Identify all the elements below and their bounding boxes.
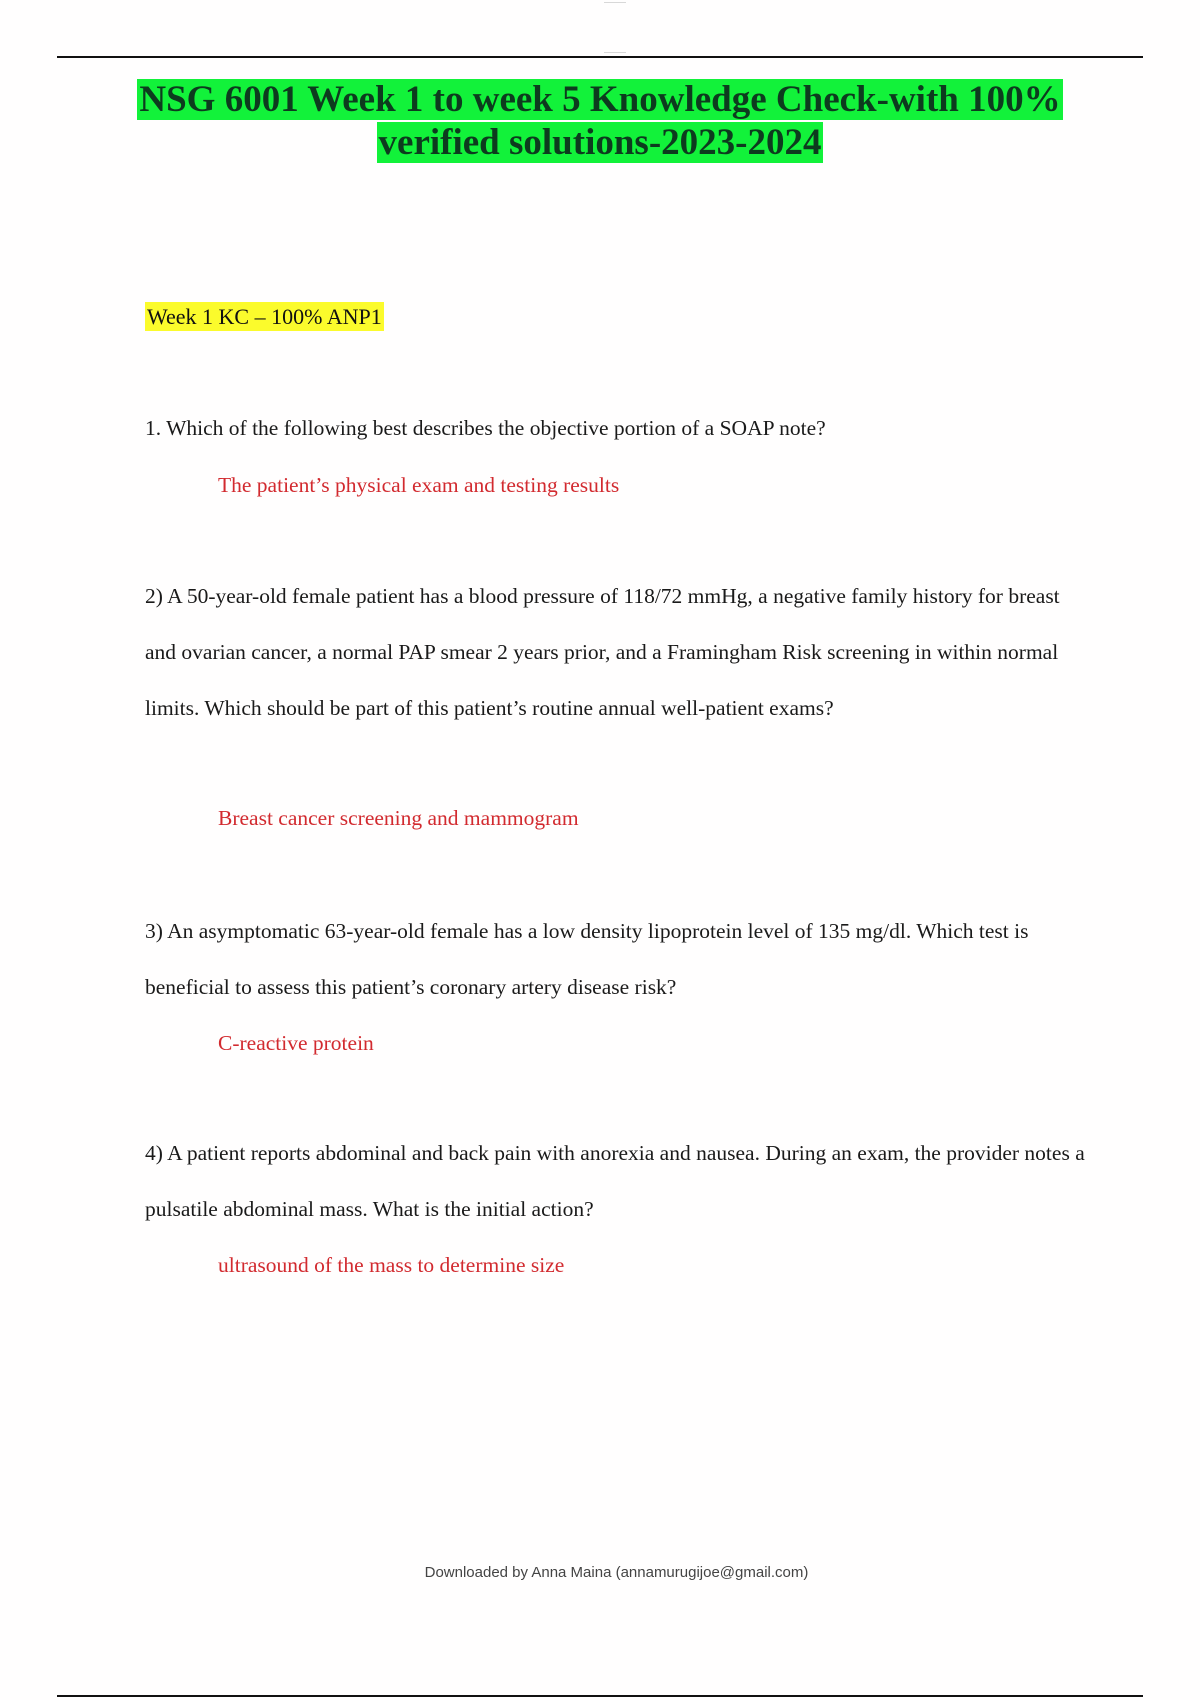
bottom-rule <box>57 1695 1143 1697</box>
question-4: 4) A patient reports abdominal and back pain with anorexia and nausea. During an exam, the provider notes a pulsatile abdominal mass. What is the initial action? <box>145 1141 1085 1221</box>
question-3: 3) An asymptomatic 63-year-old female has a low density lipoprotein level of 135 mg/dl. Which test is beneficial to assess this patient’s coronary artery disease risk? <box>145 919 1029 999</box>
question-2: 2) A 50-year-old female patient has a blood pressure of 118/72 mmHg, a negative family history for breast and ovarian cancer, a normal PAP smear 2 years prior, and a Framingham Risk screening in within normal limits. Which should be part of this patient’s routine annual well-patient exams? <box>145 584 1060 720</box>
answer-3: C-reactive protein <box>218 1031 374 1055</box>
download-footer: Downloaded by Anna Maina (annamurugijoe@gmail.com) <box>424 1564 809 1581</box>
title-line-1: NSG 6001 Week 1 to week 5 Knowledge Check-with 100% <box>139 79 1061 120</box>
answer-1: The patient’s physical exam and testing results <box>218 473 620 497</box>
document-title <box>60 78 1140 164</box>
top-rule <box>57 56 1143 58</box>
section-label-text: Week 1 KC – 100% ANP1 <box>147 304 382 329</box>
section-label <box>145 302 384 332</box>
answer-2: Breast cancer screening and mammogram <box>218 806 579 830</box>
header-mark <box>604 52 626 53</box>
header-mark <box>604 2 626 3</box>
question-1: 1. Which of the following best describes the objective portion of a SOAP note? <box>145 416 826 440</box>
title-line-2: verified solutions-2023-2024 <box>378 122 822 163</box>
answer-4: ultrasound of the mass to determine size <box>218 1253 565 1277</box>
